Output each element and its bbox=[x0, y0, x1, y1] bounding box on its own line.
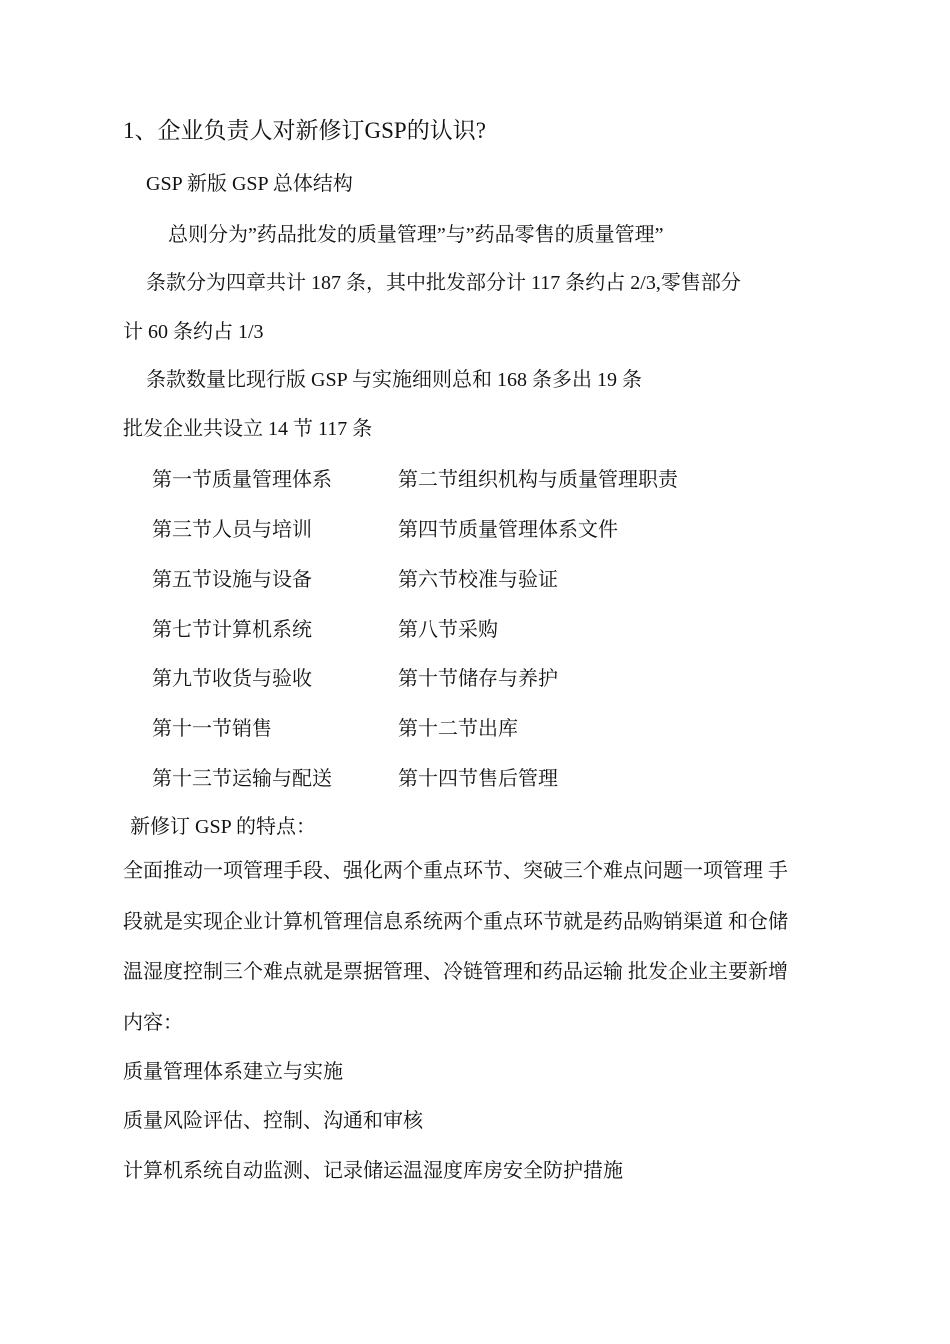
section-right-6: 第十二节出库 bbox=[398, 718, 518, 740]
articles-text-line-2: 计 60 条约占 1/3 bbox=[123, 321, 264, 343]
features-line-2: 段就是实现企业计算机管理信息系统两个重点环节就是药品购销渠道 和仓储 bbox=[123, 911, 788, 933]
features-line-4: 内容： bbox=[123, 1012, 183, 1034]
section-left-6: 第十一节销售 bbox=[152, 718, 272, 740]
section-right-1: 第二节组织机构与质量管理职责 bbox=[398, 469, 678, 491]
section-left-7: 第十三节运输与配送 bbox=[152, 768, 332, 790]
general-rule-text: 总则分为”药品批发的质量管理”与”药品零售的质量管理” bbox=[168, 224, 664, 246]
section-right-3: 第六节校准与验证 bbox=[398, 569, 558, 591]
structure-title: GSP 新版 GSP 总体结构 bbox=[146, 173, 353, 195]
features-line-1: 全面推动一项管理手段、强化两个重点环节、突破三个难点问题一项管理 手 bbox=[123, 860, 788, 882]
section-right-5: 第十节储存与养护 bbox=[398, 668, 558, 690]
new-item-2: 质量风险评估、控制、沟通和审核 bbox=[123, 1110, 423, 1132]
wholesale-text: 批发企业共设立 14 节 117 条 bbox=[123, 418, 373, 440]
compare-text: 条款数量比现行版 GSP 与实施细则总和 168 条多出 19 条 bbox=[146, 369, 642, 391]
section-right-4: 第八节采购 bbox=[398, 619, 498, 641]
question-heading: 1、企业负责人对新修订GSP的认识? bbox=[123, 118, 486, 143]
section-left-5: 第九节收货与验收 bbox=[152, 668, 312, 690]
new-item-3: 计算机系统自动监测、记录储运温湿度库房安全防护措施 bbox=[123, 1160, 623, 1182]
features-title: 新修订 GSP 的特点： bbox=[130, 816, 316, 838]
section-right-7: 第十四节售后管理 bbox=[398, 768, 558, 790]
features-line-3: 温湿度控制三个难点就是票据管理、冷链管理和药品运输 批发企业主要新增 bbox=[123, 961, 788, 983]
section-left-2: 第三节人员与培训 bbox=[152, 519, 312, 541]
section-right-2: 第四节质量管理体系文件 bbox=[398, 519, 618, 541]
section-left-3: 第五节设施与设备 bbox=[152, 569, 312, 591]
section-left-4: 第七节计算机系统 bbox=[152, 619, 312, 641]
new-item-1: 质量管理体系建立与实施 bbox=[123, 1061, 343, 1083]
articles-text-line-1: 条款分为四章共计 187 条，其中批发部分计 117 条约占 2/3,零售部分 bbox=[146, 272, 741, 294]
section-left-1: 第一节质量管理体系 bbox=[152, 469, 332, 491]
